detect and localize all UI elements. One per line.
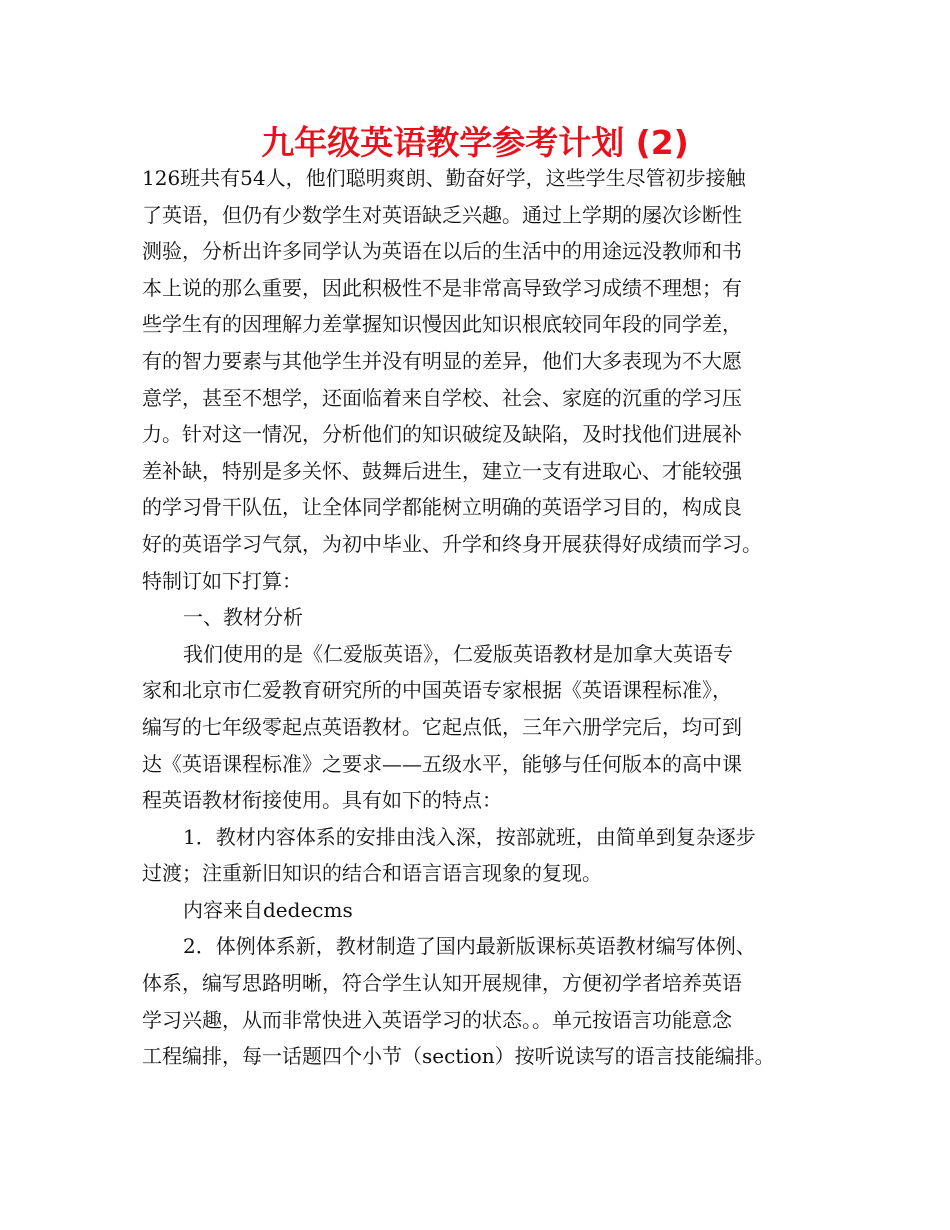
text-line: 程英语教材衔接使用。具有如下的特点： (142, 788, 502, 813)
text-line: 差补缺，特别是多关怀、鼓舞后进生，建立一支有进取心、才能较强 (142, 458, 742, 483)
text-line: 工程编排，每一话题四个小节（section）按听说读写的语言技能编排。 (142, 1044, 775, 1069)
text-line: 好的英语学习气氛，为初中毕业、升学和终身开展获得好成绩而学习。 (142, 531, 762, 556)
text-line: 126班共有54人，他们聪明爽朗、勤奋好学，这些学生尽管初步接触 (142, 166, 746, 190)
document-title: 九年级英语教学参考计划 (2) (261, 123, 689, 162)
text-line: 学习兴趣，从而非常快进入英语学习的状态。。单元按语言功能意念 (142, 1007, 732, 1032)
text-line: 我们使用的是《仁爱版英语》，仁爱版英语教材是加拿大英语专 (183, 641, 733, 666)
text-line: 测验，分析出许多同学认为英语在以后的生活中的用途远没教师和书 (142, 239, 742, 264)
text-line: 些学生有的因理解力差掌握知识慢因此知识根底较同年段的同学差， (142, 312, 742, 337)
text-line: 达《英语课程标准》之要求——五级水平，能够与任何版本的高中课 (142, 751, 742, 776)
text-line: 意学，甚至不想学，还面临着来自学校、社会、家庭的沉重的学习压 (142, 385, 742, 410)
text-line: 编写的七年级零起点英语教材。它起点低，三年六册学完后，均可到 (142, 714, 742, 739)
source-note: 内容来自dedecms (183, 897, 353, 922)
text-line: 家和北京市仁爱教育研究所的中国英语专家根据《英语课程标准》， (142, 678, 732, 703)
text-line: 了英语，但仍有少数学生对英语缺乏兴趣。通过上学期的屡次诊断性 (142, 202, 742, 227)
list-item-line: 1．教材内容体系的安排由浅入深，按部就班，由简单到复杂逐步 (183, 824, 756, 849)
text-line: 有的智力要素与其他学生并没有明显的差异，他们大多表现为不大愿 (142, 348, 742, 373)
text-line: 过渡；注重新旧知识的结合和语言语言现象的复现。 (142, 861, 602, 886)
text-line: 体系，编写思路明晰，符合学生认知开展规律，方便初学者培养英语 (142, 971, 742, 996)
list-item-line: 2．体例体系新，教材制造了国内最新版课标英语教材编写体例、 (183, 934, 756, 959)
text-line: 特制订如下打算： (142, 568, 302, 593)
text-line: 力。针对这一情况，分析他们的知识破绽及缺陷，及时找他们进展补 (142, 422, 742, 447)
text-line: 本上说的那么重要，因此积极性不是非常高导致学习成绩不理想；有 (142, 275, 742, 300)
text-line: 的学习骨干队伍，让全体同学都能树立明确的英语学习目的，构成良 (142, 495, 742, 520)
section-heading: 一、教材分析 (183, 605, 303, 630)
document-body (142, 160, 822, 1075)
